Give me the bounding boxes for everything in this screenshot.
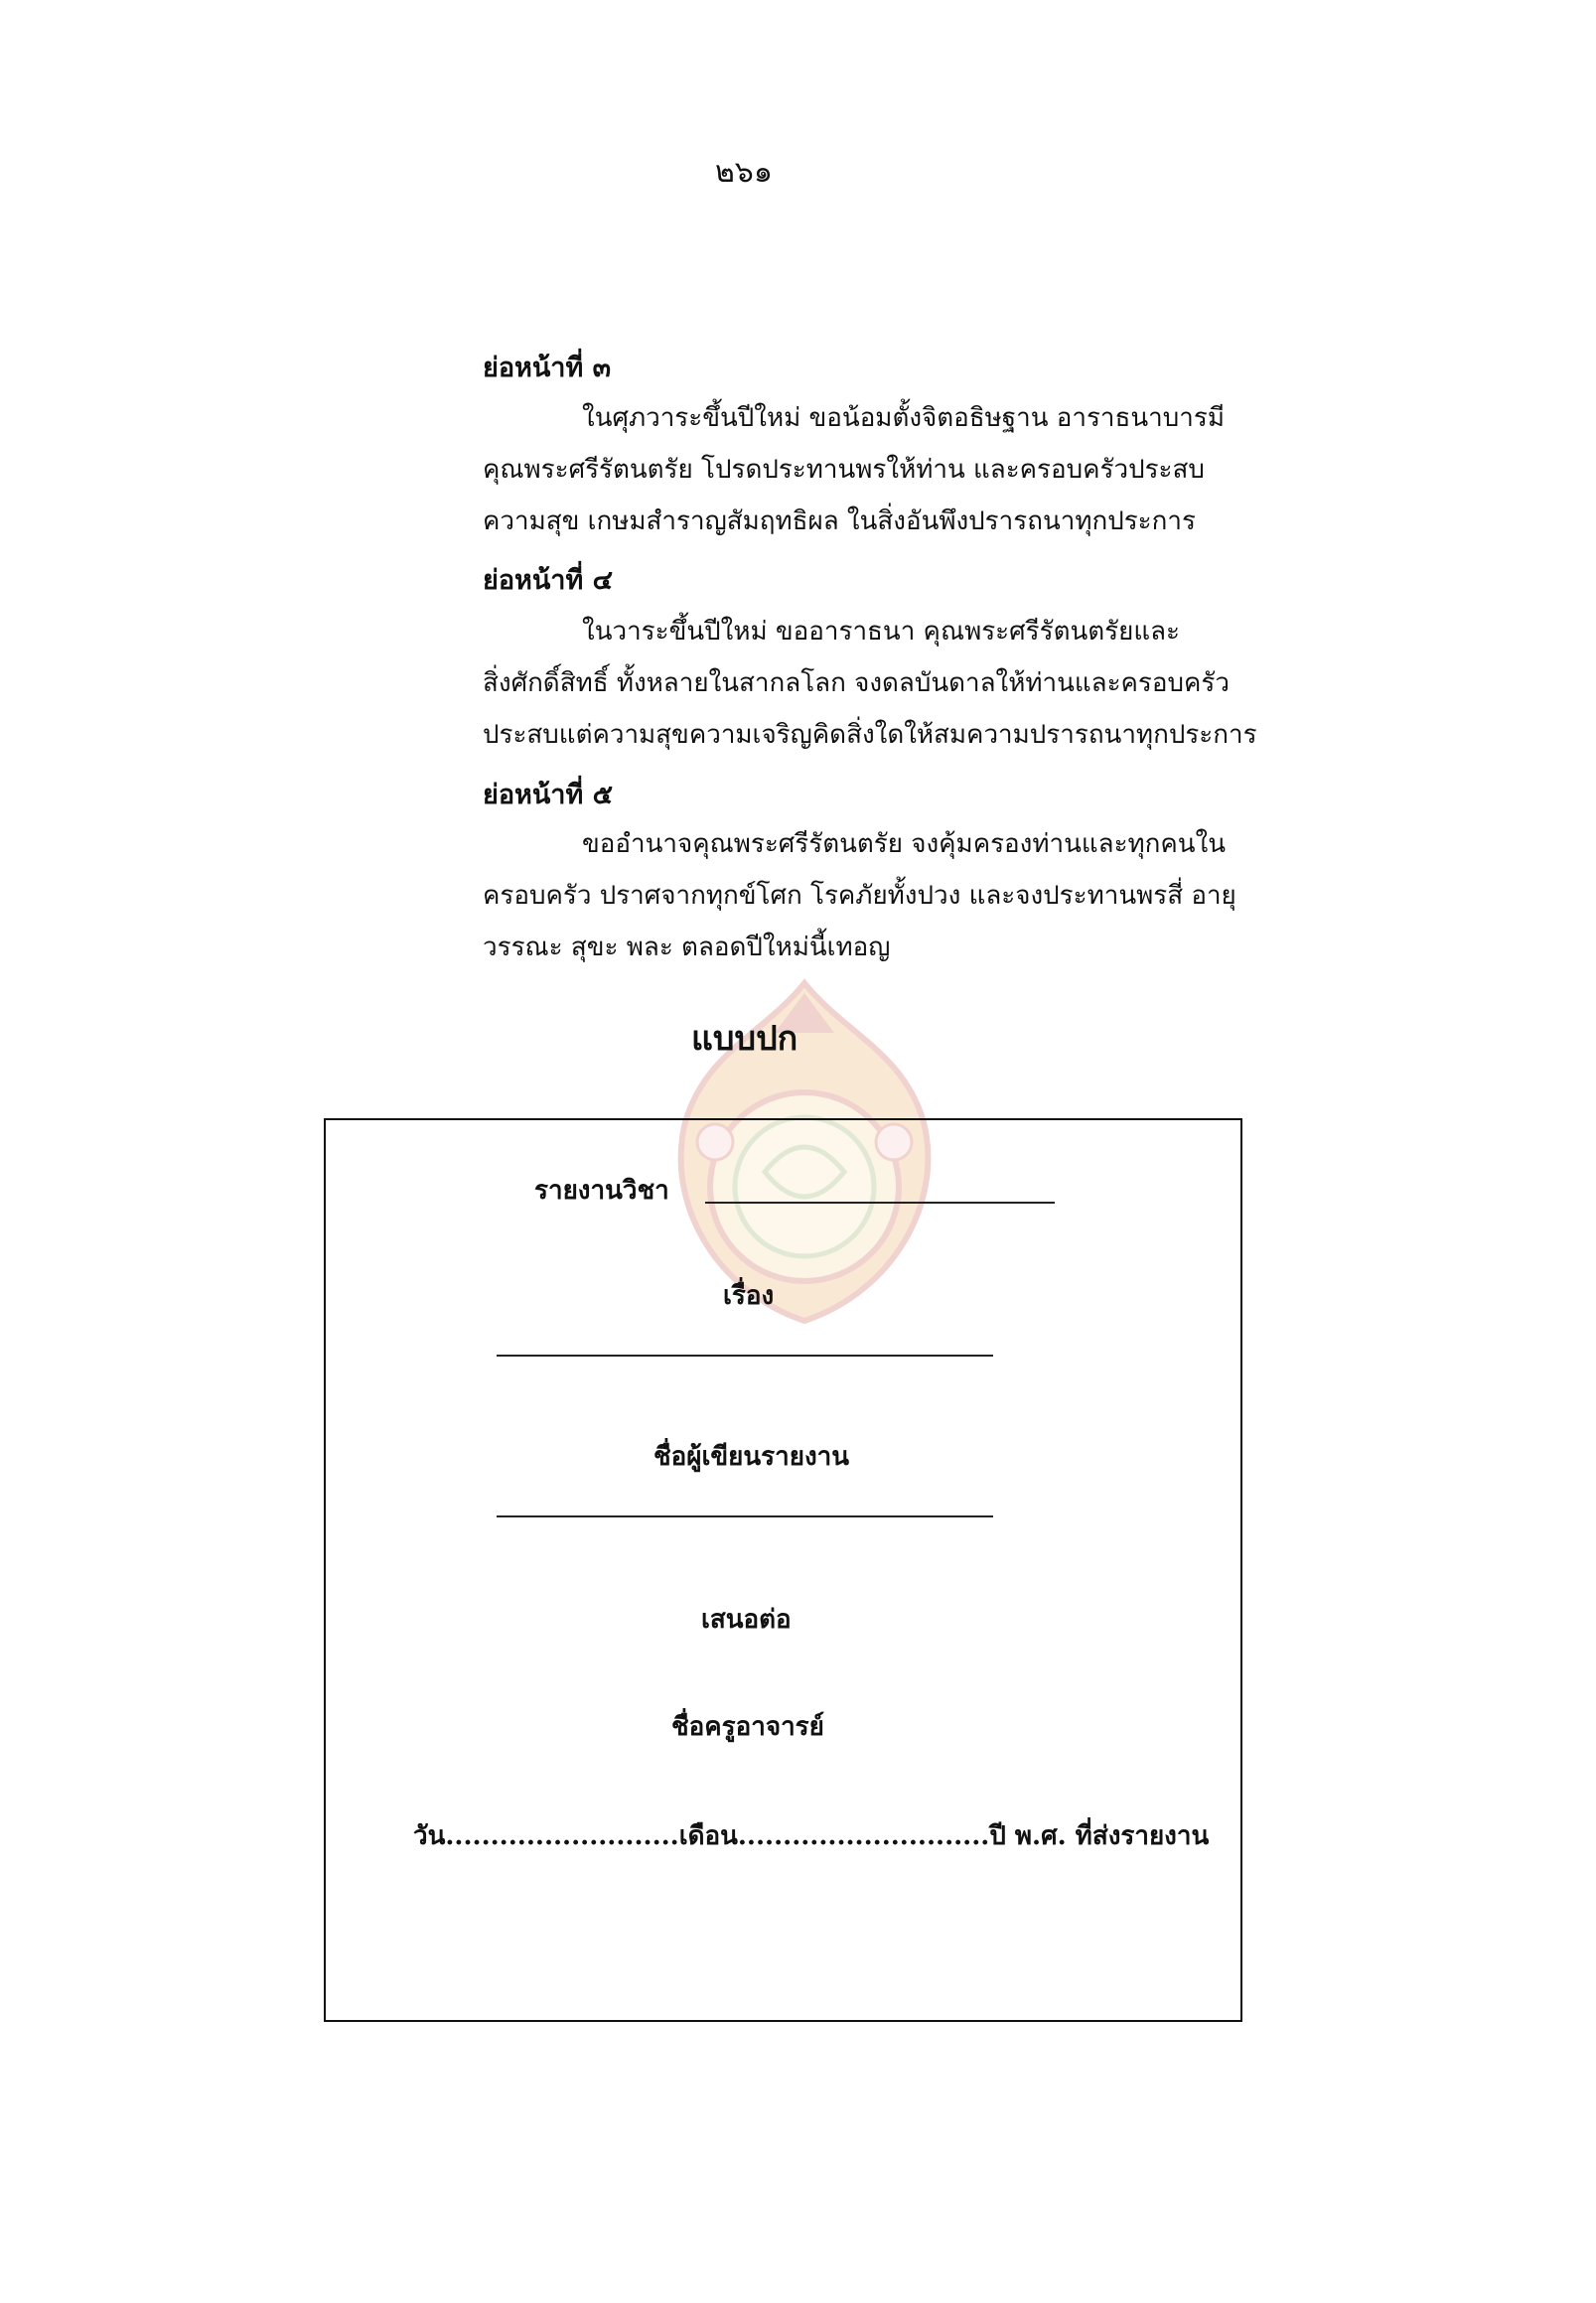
present-to-label: เสนอต่อ xyxy=(701,1605,792,1635)
author-label: ชื่อผู้เขียนรายงาน xyxy=(653,1442,850,1472)
section-heading-5: ย่อหน้าที่ ๕ xyxy=(483,780,614,810)
paragraph-line: ประสบแต่ความสุขความเจริญคิดสิ่งใดให้สมความปรารถนาทุกประการ xyxy=(483,720,1257,750)
paragraph-line: ขออำนาจคุณพระศรีรัตนตรัย จงคุ้มครองท่านและทุกคนใน xyxy=(582,829,1227,859)
topic-line xyxy=(497,1355,993,1357)
topic-label: เรื่อง xyxy=(723,1281,775,1311)
author-line xyxy=(497,1515,993,1517)
paragraph-line: ในวาระขึ้นปีใหม่ ขออาราธนา คุณพระศรีรัตนตรัยและ xyxy=(582,617,1180,647)
section-heading-3: ย่อหน้าที่ ๓ xyxy=(483,353,612,383)
page-number: ๒๖๑ xyxy=(715,155,773,190)
paragraph-line: วรรณะ สุขะ พละ ตลอดปีใหม่นี้เทอญ xyxy=(483,933,891,962)
paragraph-3 xyxy=(483,392,1225,547)
cover-box xyxy=(324,1118,1242,2022)
paragraph-4 xyxy=(483,606,1257,761)
date-line: วัน..........................เดือน............................ปี พ.ศ. ที่ส่งรายงาน xyxy=(413,1821,1210,1851)
paragraph-line: ในศุภวาระขึ้นปีใหม่ ขอน้อมตั้งจิตอธิษฐาน อาราธนาบารมี xyxy=(582,403,1225,433)
subject-line xyxy=(705,1202,1055,1204)
cover-title: แบบปก xyxy=(691,1019,798,1059)
paragraph-line: ความสุข เกษมสำราญสัมฤทธิผล ในสิ่งอันพึงปรารถนาทุกประการ xyxy=(483,506,1196,536)
section-heading-4: ย่อหน้าที่ ๔ xyxy=(483,565,614,596)
paragraph-5 xyxy=(483,818,1236,973)
paragraph-line: คุณพระศรีรัตนตรัย โปรดประทานพรให้ท่าน และครอบครัวประสบ xyxy=(483,455,1205,485)
paragraph-line: สิ่งศักดิ์สิทธิ์ ทั้งหลายในสากลโลก จงดลบันดาลให้ท่านและครอบครัว xyxy=(483,668,1230,698)
paragraph-line: ครอบครัว ปราศจากทุกข์โศก โรคภัยทั้งปวง และจงประทานพรสี่ อายุ xyxy=(483,881,1236,911)
subject-label: รายงานวิชา xyxy=(534,1176,669,1206)
teacher-label: ชื่อครูอาจารย์ xyxy=(671,1712,824,1742)
